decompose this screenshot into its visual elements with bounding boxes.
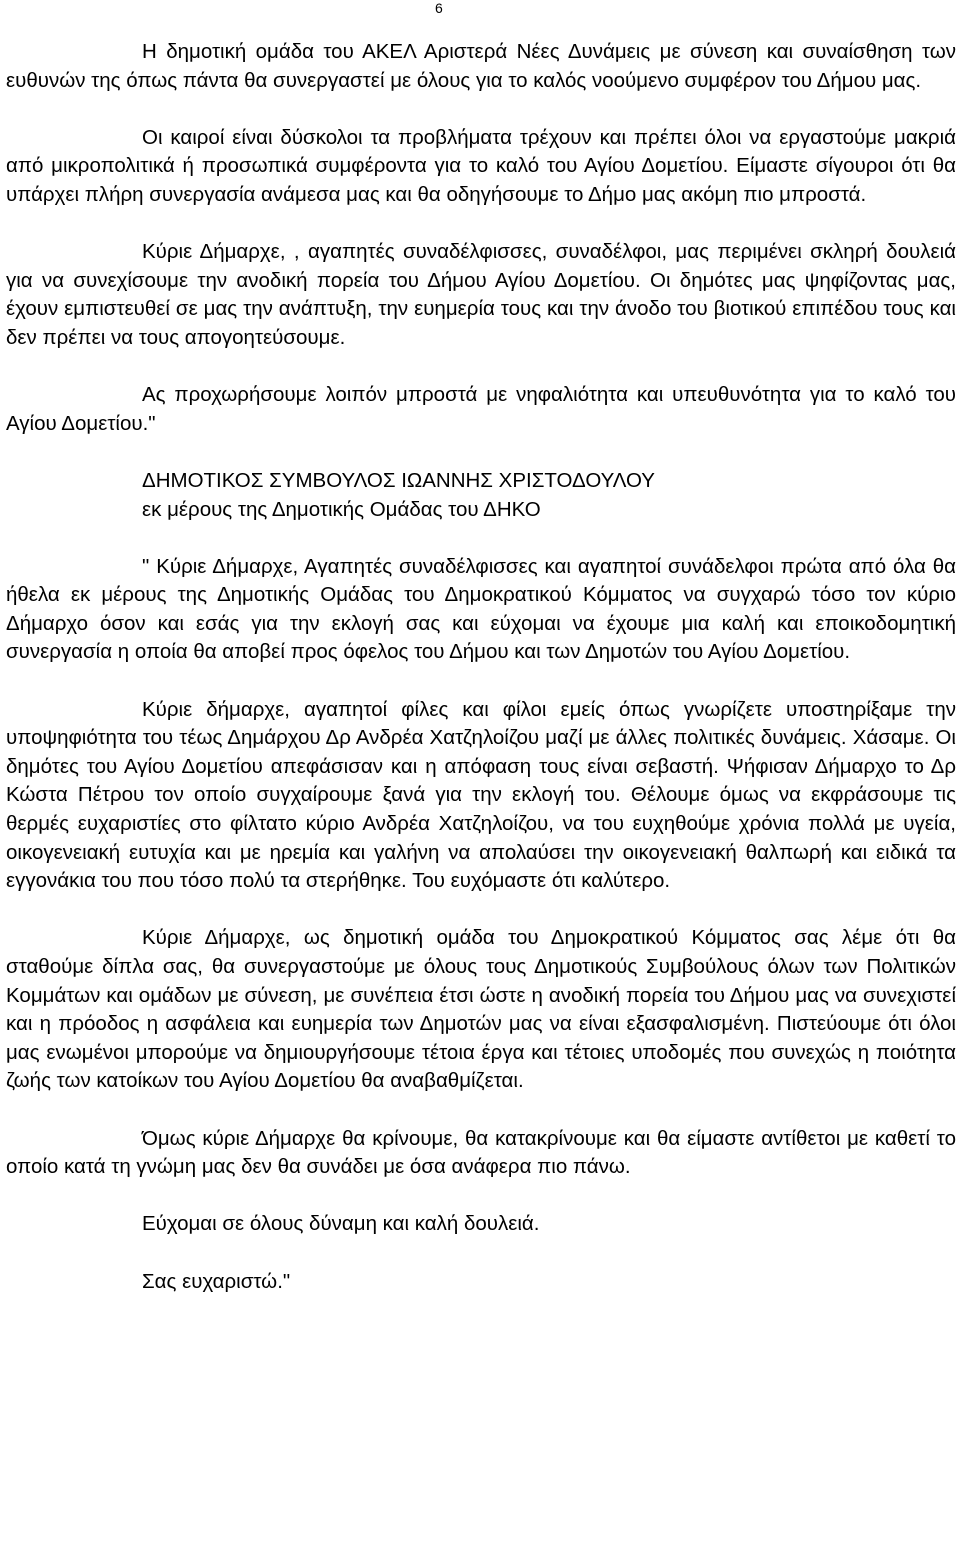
speaker-heading [6,467,956,524]
document-body [6,38,956,1296]
paragraph-thanks: Σας ευχαριστώ." [142,1269,291,1293]
page-number: 6 [435,0,443,16]
speaker-affiliation: εκ μέρους της Δημοτικής Ομάδας του ΔΗΚΟ [142,497,541,521]
paragraph-akel-cooperation: Η δημοτική ομάδα του ΑΚΕΛ Αριστερά Νέες Δυνάμεις με σύνεση και συναίσθηση των ευθυνών της όπως πάντα θα συνεργαστεί με όλους για το καλός νοούμενο συμφέρον του Δήμου μας. [6,40,956,92]
paragraph-hard-work: Κύριε Δήμαρχε, , αγαπητές συναδέλφισσες, συναδέλφοι, μας περιμένει σκληρή δουλειά για να συνεχίσουμε την ανοδική πορεία του Δήμου Αγίου Δομετίου. Οι δημότες μας ψηφίζοντας μας, έχουν εμπιστευθεί σε μας την ανάπτυξη, την ευημερία τους και την άνοδο του βιοτικού επιπέδου τους και δεν πρέπει να τους απογοητεύσουμε. [6,240,956,349]
paragraph-criticism: Όμως κύριε Δήμαρχε θα κρίνουμε, θα κατακρίνουμε και θα είμαστε αντίθετοι με καθετί το οποίο κατά τη γνώμη μας δεν θα συνάδει με όσα ανάφερα πιο πάνω. [6,1126,956,1179]
paragraph-congratulations: " Κύριε Δήμαρχε, Αγαπητές συναδέλφισσες και αγαπητοί συνάδελφοι πρώτα από όλα θα ήθελα εκ μέρους της Δημοτικής Ομάδας του Δημοκρατικού Κόμματος να συγχαρώ τόσο τον κύριο Δήμαρχο όσον και εσάς για την εκλογή σας και εύχομαι να έχουμε μια καλή και εποικοδομητική συνεργασία η οποία θα αποβεί προς όφελος του Δήμου και των Δημοτών του Αγίου Δομετίου. [6,554,956,664]
paragraph-move-forward: Ας προχωρήσουμε λοιπόν μπροστά με νηφαλιότητα και υπευθυνότητα για το καλό του Αγίου Δομετίου." [6,383,956,435]
speaker-name: ΔΗΜΟΤΙΚΟΣ ΣΥΜΒΟΥΛΟΣ ΙΩΑΝΝΗΣ ΧΡΙΣΤΟΔΟΥΛΟΥ [142,468,655,492]
paragraph-difficult-times: Οι καιροί είναι δύσκολοι τα προβλήματα τρέχουν και πρέπει όλοι να εργαστούμε μακριά από μικροπολιτικά ή προσωπικά συμφέροντα για το καλό του Αγίου Δομετίου. Είμαστε σίγουροι ότι θα υπάρχει πλήρη συνεργασία ανάμεσα μας και θα οδηγήσουμε το Δήμο μας ακόμη πιο μπροστά. [6,125,956,206]
paragraph-wishes: Εύχομαι σε όλους δύναμη και καλή δουλειά. [142,1212,540,1236]
paragraph-election-result: Κύριε δήμαρχε, αγαπητοί φίλες και φίλοι εμείς όπως γνωρίζετε υποστηρίξαμε την υποψηφιότητα του τέως Δημάρχου Δρ Ανδρέα Χατζηλοίζου μαζί με άλλες πολιτικές δυνάμεις. Χάσαμε. Οι δημότες του Αγίου Δομετίου απεφάσισαν και η απόφαση τους είναι σεβαστή. Ψήφισαν Δήμαρχο το Δρ Κώστα Πέτρου τον οποίο συγχαίρουμε ξανά για την εκλογή του. Θέλουμε όμως να εκφράσουμε τις θερμές ευχαριστίες στο φίλτατο κύριο Ανδρέα Χατζηλοίζου, να του ευχηθούμε χρόνια πολλά με υγεία, οικογενειακή ευτυχία και με ηρεμία και γαλήνη να απολαύσει την οικογενειακή θαλπωρή και ειδικά τα εγγονάκια του που τόσο πολύ τα στερήθηκε. Του ευχόμαστε ότι καλύτερο. [6,697,956,893]
paragraph-support-pledge: Κύριε Δήμαρχε, ως δημοτική ομάδα του Δημοκρατικού Κόμματος σας λέμε ότι θα σταθούμε δίπλα σας, θα συνεργαστούμε με όλους τους Δημοτικούς Συμβούλους όλων των Πολιτικών Κομμάτων και ομάδων με σύνεση, με συνέπεια έτσι ώστε η ανοδική πορεία του Δήμου μας να συνεχιστεί και η πρόοδος η ασφάλεια και ευημερία των Δημοτών μας να είναι εξασφαλισμένη. Πιστεύουμε ότι όλοι μας ενωμένοι μπορούμε να δημιουργήσουμε τέτοια έργα και τέτοιες υποδομές που συνεχώς η ποιότητα ζωής των κατοίκων του Αγίου Δομετίου θα αναβαθμίζεται. [6,926,956,1093]
